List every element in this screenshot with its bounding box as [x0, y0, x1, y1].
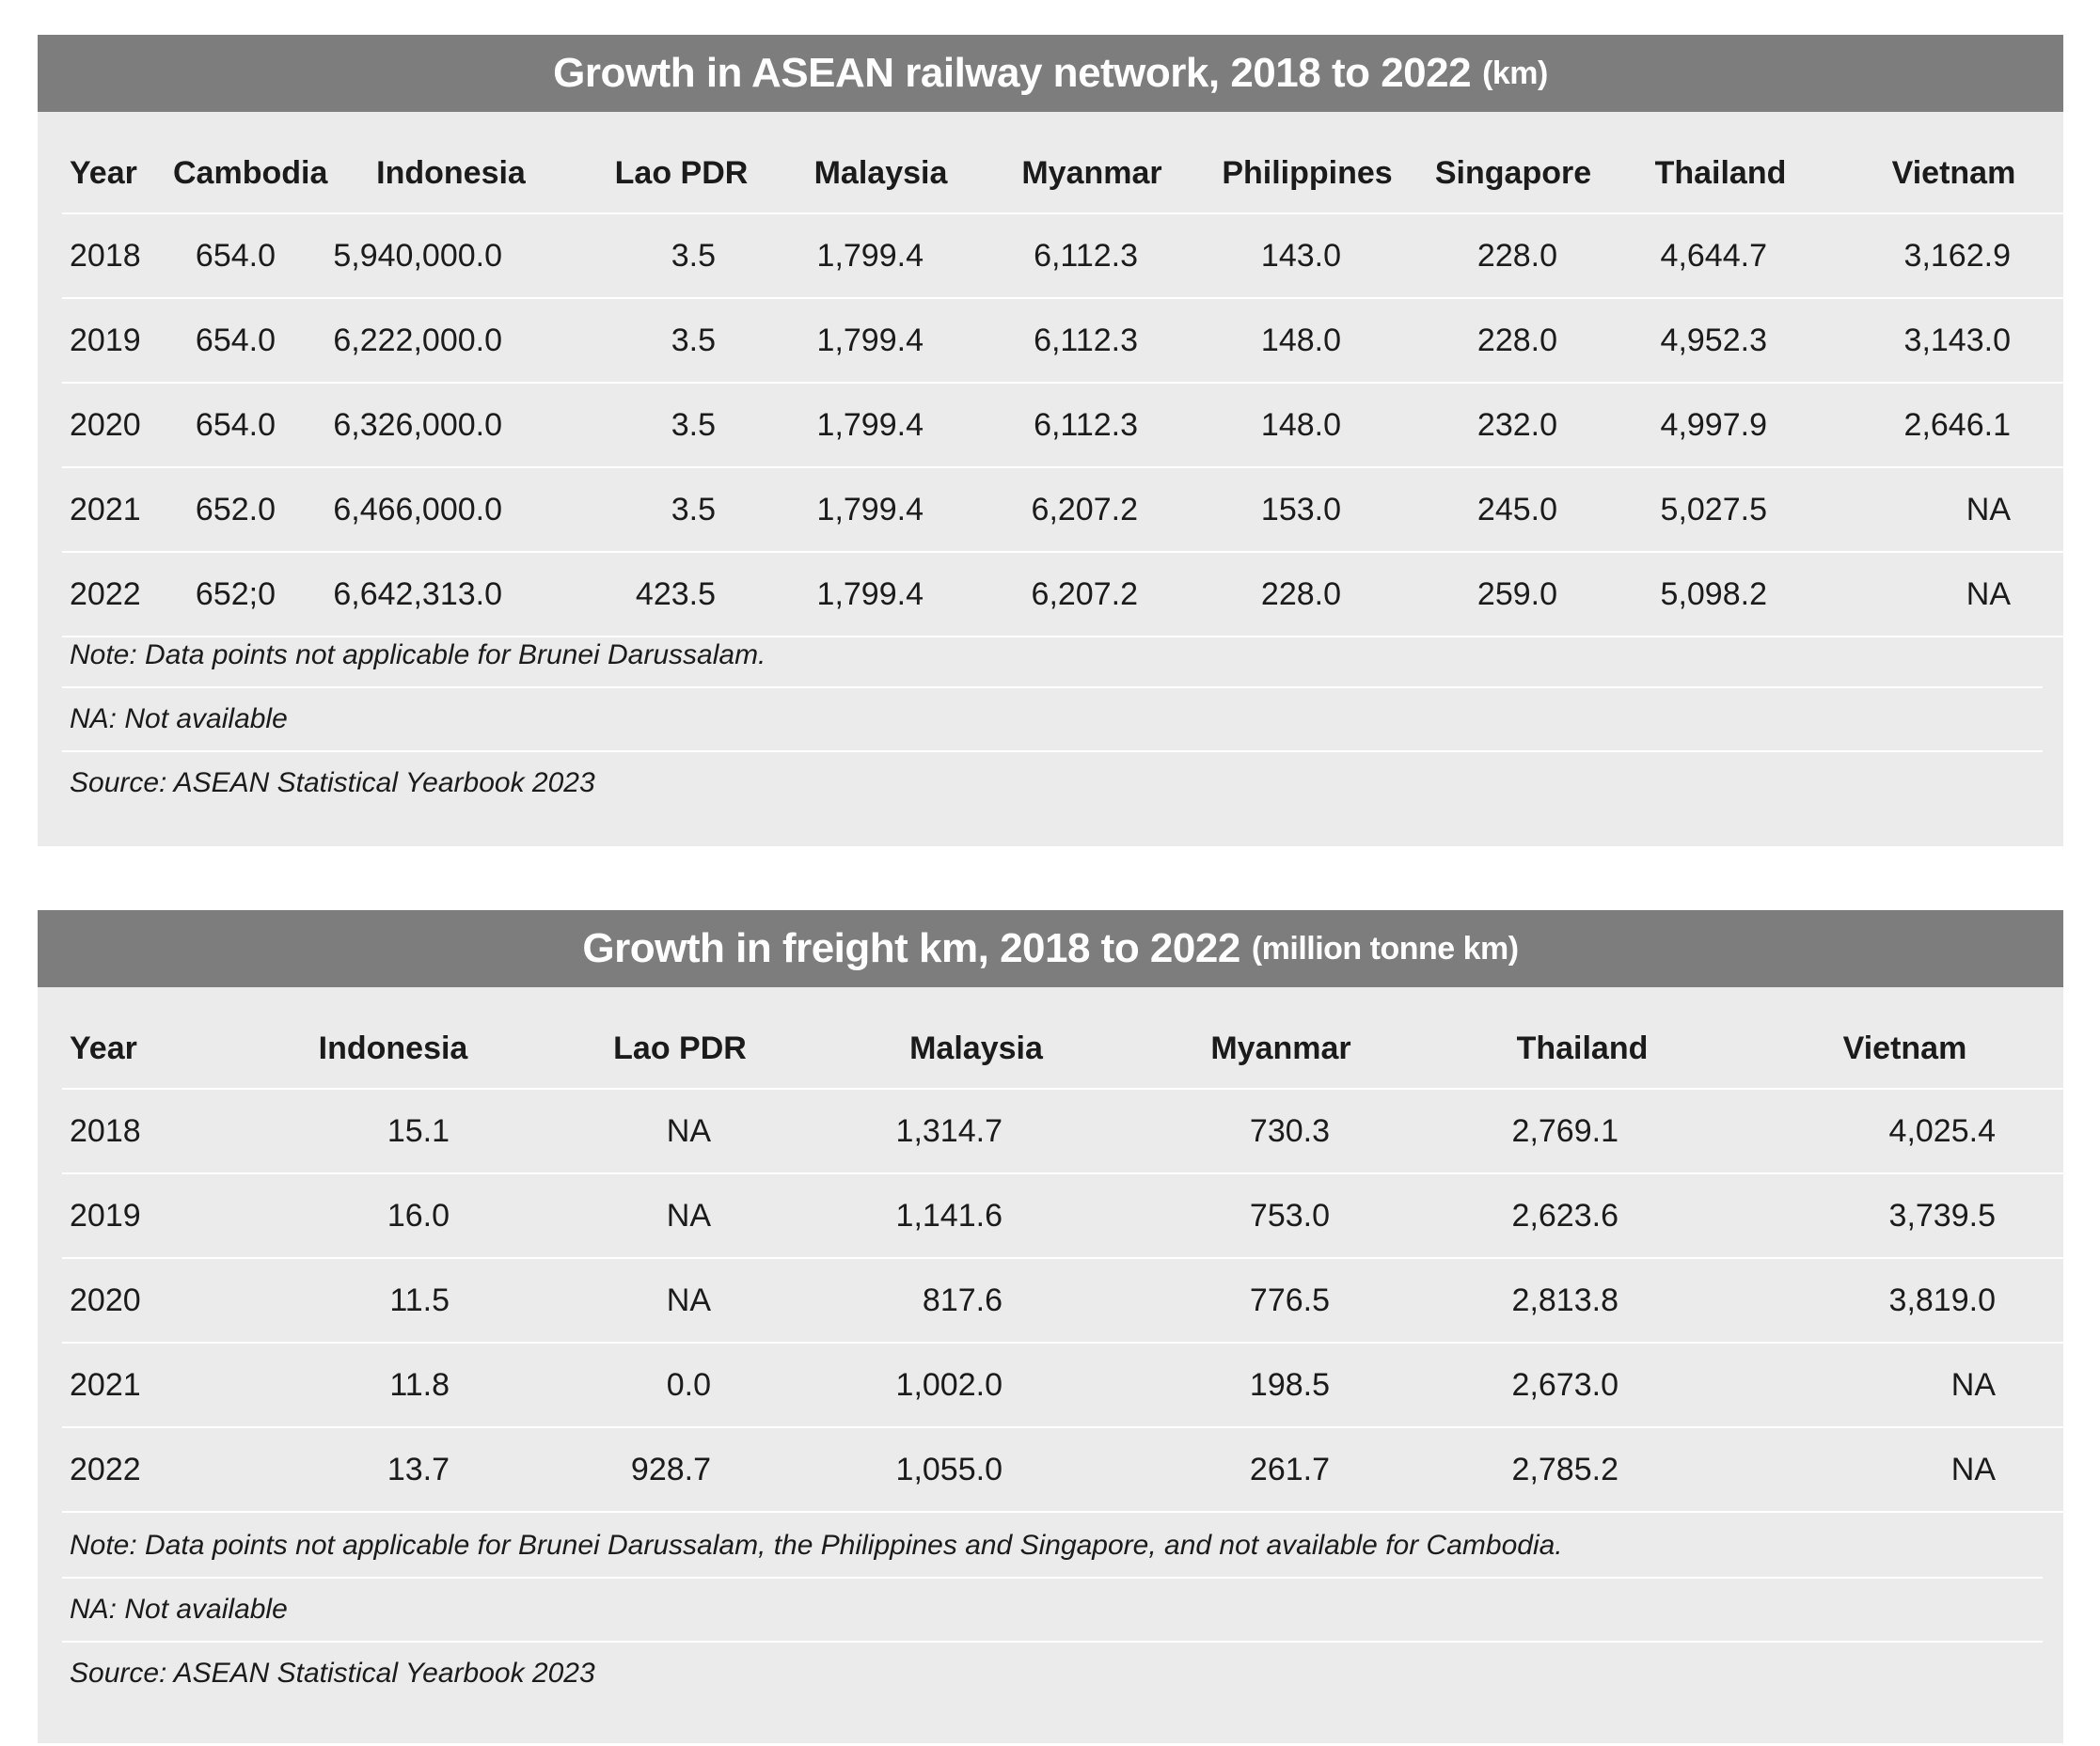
value-cell: 11.8 — [250, 1343, 536, 1427]
table-row — [62, 298, 2078, 383]
value-cell: 3,143.0 — [1829, 298, 2078, 383]
freight-column-header: Year — [62, 1009, 250, 1089]
value-cell: NA — [1829, 467, 2078, 552]
value-cell: NA — [1731, 1343, 2078, 1427]
freight-header-row — [62, 1009, 2078, 1089]
value-cell: NA — [1731, 1427, 2078, 1512]
value-cell: 6,112.3 — [984, 383, 1200, 467]
railway-column-header: Philippines — [1200, 134, 1414, 213]
value-cell: 1,055.0 — [824, 1427, 1129, 1512]
value-cell: 261.7 — [1129, 1427, 1433, 1512]
value-cell: 5,027.5 — [1612, 467, 1829, 552]
railway-note: Note: Data points not applicable for Brunei Darussalam. — [62, 624, 2043, 688]
value-cell: 6,112.3 — [984, 298, 1200, 383]
value-cell: 0.0 — [536, 1343, 824, 1427]
value-cell: NA — [536, 1258, 824, 1343]
value-cell: NA — [536, 1089, 824, 1173]
year-cell: 2019 — [62, 1173, 250, 1258]
value-cell: 5,098.2 — [1612, 552, 1829, 637]
value-cell: 1,799.4 — [778, 213, 984, 298]
freight-table-unit: (million tonne km) — [1251, 930, 1519, 967]
value-cell: 6,466,000.0 — [317, 467, 585, 552]
year-cell: 2018 — [62, 213, 173, 298]
railway-source-note: Source: ASEAN Statistical Yearbook 2023 — [70, 767, 595, 798]
value-cell: 3.5 — [585, 467, 778, 552]
railway-header-row — [62, 134, 2078, 213]
value-cell: 928.7 — [536, 1427, 824, 1512]
value-cell: 1,799.4 — [778, 383, 984, 467]
value-cell: NA — [1829, 552, 2078, 637]
freight-source-note: Source: ASEAN Statistical Yearbook 2023 — [70, 1658, 595, 1689]
year-cell: 2020 — [62, 383, 173, 467]
value-cell: 4,025.4 — [1731, 1089, 2078, 1173]
railway-table-unit: (km) — [1482, 55, 1548, 91]
value-cell: 198.5 — [1129, 1343, 1433, 1427]
railway-column-header: Year — [62, 134, 173, 213]
freight-note: Note: Data points not applicable for Brunei Darussalam, the Philippines and Singapore, and not available for Cambodia. — [62, 1515, 2043, 1579]
value-cell: 2,646.1 — [1829, 383, 2078, 467]
value-cell: 245.0 — [1414, 467, 1612, 552]
year-cell: 2019 — [62, 298, 173, 383]
value-cell: 232.0 — [1414, 383, 1612, 467]
freight-table — [62, 1009, 2078, 1513]
value-cell: 16.0 — [250, 1173, 536, 1258]
value-cell: 3.5 — [585, 298, 778, 383]
railway-table — [62, 134, 2078, 637]
value-cell: 2,785.2 — [1433, 1427, 1731, 1512]
freight-table-wrapper — [62, 1009, 2080, 1513]
value-cell: 652.0 — [173, 467, 317, 552]
value-cell: 817.6 — [824, 1258, 1129, 1343]
value-cell: 654.0 — [173, 213, 317, 298]
value-cell: 6,222,000.0 — [317, 298, 585, 383]
freight-column-header: Myanmar — [1129, 1009, 1433, 1089]
value-cell: 1,799.4 — [778, 298, 984, 383]
year-cell: 2020 — [62, 1258, 250, 1343]
year-cell: 2021 — [62, 467, 173, 552]
railway-table-title-bar — [38, 35, 2063, 112]
value-cell: 654.0 — [173, 298, 317, 383]
value-cell: 423.5 — [585, 552, 778, 637]
value-cell: 654.0 — [173, 383, 317, 467]
value-cell: 3,162.9 — [1829, 213, 2078, 298]
freight-table-title: Growth in freight km, 2018 to 2022 — [582, 925, 1240, 971]
value-cell: 259.0 — [1414, 552, 1612, 637]
railway-table-title: Growth in ASEAN railway network, 2018 to 2022 — [553, 50, 1472, 96]
table-row — [62, 1427, 2078, 1512]
table-row — [62, 1258, 2078, 1343]
value-cell: 753.0 — [1129, 1173, 1433, 1258]
value-cell: 153.0 — [1200, 467, 1414, 552]
value-cell: 148.0 — [1200, 298, 1414, 383]
value-cell: 4,644.7 — [1612, 213, 1829, 298]
freight-column-header: Malaysia — [824, 1009, 1129, 1089]
value-cell: 148.0 — [1200, 383, 1414, 467]
value-cell: 1,141.6 — [824, 1173, 1129, 1258]
value-cell: 6,112.3 — [984, 213, 1200, 298]
value-cell: 3.5 — [585, 213, 778, 298]
railway-column-header: Thailand — [1612, 134, 1829, 213]
value-cell: 6,326,000.0 — [317, 383, 585, 467]
year-cell: 2022 — [62, 552, 173, 637]
value-cell: 1,314.7 — [824, 1089, 1129, 1173]
value-cell: 3,739.5 — [1731, 1173, 2078, 1258]
freight-km-panel — [38, 910, 2063, 1743]
table-row — [62, 213, 2078, 298]
table-row — [62, 1173, 2078, 1258]
value-cell: 1,002.0 — [824, 1343, 1129, 1427]
value-cell: 6,642,313.0 — [317, 552, 585, 637]
freight-column-header: Thailand — [1433, 1009, 1731, 1089]
value-cell: 4,952.3 — [1612, 298, 1829, 383]
value-cell: 2,813.8 — [1433, 1258, 1731, 1343]
value-cell: 4,997.9 — [1612, 383, 1829, 467]
value-cell: 1,799.4 — [778, 467, 984, 552]
value-cell: 5,940,000.0 — [317, 213, 585, 298]
value-cell: 13.7 — [250, 1427, 536, 1512]
railway-column-header: Vietnam — [1829, 134, 2078, 213]
value-cell: 15.1 — [250, 1089, 536, 1173]
value-cell: 3.5 — [585, 383, 778, 467]
freight-column-header: Lao PDR — [536, 1009, 824, 1089]
value-cell: 6,207.2 — [984, 552, 1200, 637]
value-cell: 11.5 — [250, 1258, 536, 1343]
railway-column-header: Singapore — [1414, 134, 1612, 213]
railway-column-header: Myanmar — [984, 134, 1200, 213]
railway-notes — [62, 624, 2043, 814]
value-cell: 1,799.4 — [778, 552, 984, 637]
year-cell: 2018 — [62, 1089, 250, 1173]
value-cell: 730.3 — [1129, 1089, 1433, 1173]
freight-notes — [62, 1515, 2043, 1705]
value-cell: 228.0 — [1414, 298, 1612, 383]
railway-column-header: Malaysia — [778, 134, 984, 213]
year-cell: 2021 — [62, 1343, 250, 1427]
value-cell: 6,207.2 — [984, 467, 1200, 552]
freight-column-header: Indonesia — [250, 1009, 536, 1089]
value-cell: NA — [536, 1173, 824, 1258]
railway-column-header: Indonesia — [317, 134, 585, 213]
railway-column-header: Lao PDR — [585, 134, 778, 213]
freight-table-title-bar — [38, 910, 2063, 987]
table-row — [62, 383, 2078, 467]
value-cell: 143.0 — [1200, 213, 1414, 298]
year-cell: 2022 — [62, 1427, 250, 1512]
freight-column-header: Vietnam — [1731, 1009, 2078, 1089]
freight-na-note: NA: Not available — [62, 1579, 2043, 1643]
value-cell: 2,673.0 — [1433, 1343, 1731, 1427]
railway-column-header: Cambodia — [173, 134, 317, 213]
table-row — [62, 1343, 2078, 1427]
table-row — [62, 467, 2078, 552]
value-cell: 652;0 — [173, 552, 317, 637]
value-cell: 228.0 — [1414, 213, 1612, 298]
railway-network-panel — [38, 35, 2063, 846]
railway-table-wrapper — [62, 134, 2080, 637]
value-cell: 2,769.1 — [1433, 1089, 1731, 1173]
value-cell: 3,819.0 — [1731, 1258, 2078, 1343]
railway-na-note: NA: Not available — [62, 688, 2043, 752]
value-cell: 776.5 — [1129, 1258, 1433, 1343]
value-cell: 2,623.6 — [1433, 1173, 1731, 1258]
table-row — [62, 1089, 2078, 1173]
value-cell: 228.0 — [1200, 552, 1414, 637]
